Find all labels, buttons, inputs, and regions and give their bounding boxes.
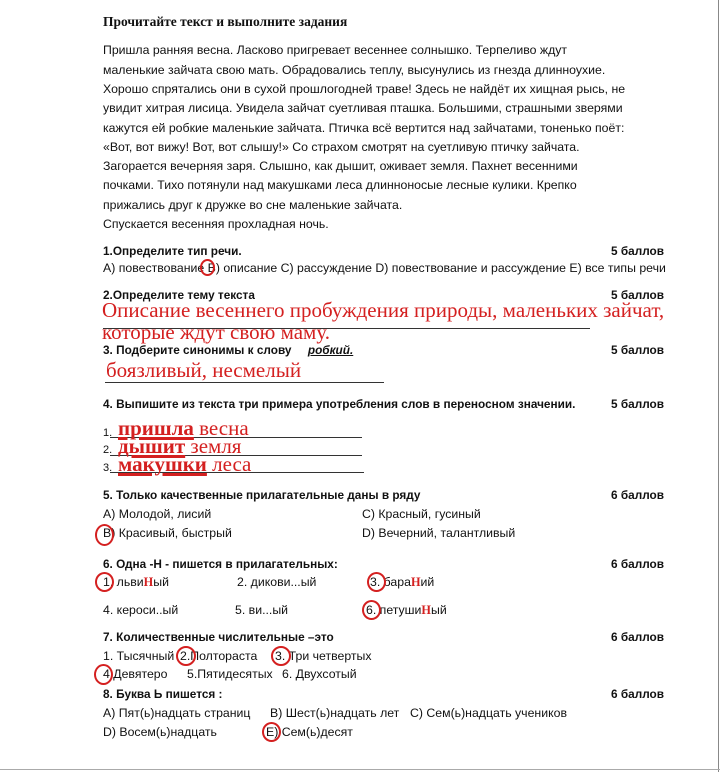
q2-title: 2.Определите тему текста — [103, 288, 255, 302]
q5-option-a: А) Молодой, лисий — [103, 507, 212, 521]
q1-options — [103, 260, 666, 276]
answer-circle — [367, 572, 386, 592]
q4-number: 1. — [103, 427, 113, 439]
q2-answer-line2: которые ждут свою маму. — [102, 320, 330, 344]
answer-circle — [271, 646, 291, 666]
q3-answer: боязливый, несмелый — [106, 358, 302, 382]
passage-line: почками. Тихо потянули над макушками леса длинноносые лесные кулики. Крепко — [103, 178, 577, 192]
answer-line — [105, 382, 384, 383]
q5-option-b: В) Красивый, быстрый — [103, 526, 232, 540]
q7-item-3: 3. Три четвертых — [275, 649, 372, 663]
inserted-letter: Н — [421, 603, 431, 617]
q6-item-text: 3. бара — [370, 575, 411, 589]
q2-answer-line1: Описание весеннего пробуждения природы, маленьких зайчат, — [102, 298, 665, 322]
q4-answer-bold: дышит — [118, 434, 186, 458]
q5-points: 6 баллов — [611, 488, 664, 502]
q8-option-c: С) Сем(ь)надцать учеников — [410, 706, 567, 720]
q8-title: 8. Буква Ь пишется : — [103, 687, 223, 701]
passage-line: Хорошо спрятались они в сухой прошлогодней траве! Здесь не найдёт их хищная рысь, не — [103, 82, 626, 96]
q3-title-text: 3. Подберите синонимы к слову — [103, 343, 292, 357]
q4-answer-rest: земля — [185, 434, 242, 458]
q8-option-b: В) Шест(ь)надцать лет — [270, 706, 400, 720]
q6-item-text: 1. льви — [103, 575, 144, 589]
q1-options-rest: ) описание С) рассуждение D) повествование и рассуждение Е) все типы речи — [215, 261, 666, 275]
q7-item-1: 1. Тысячный — [103, 649, 175, 663]
q7-item-5: 5.Пятидесятых — [187, 667, 273, 681]
q8-option-e: Е) Сем(ь)десят — [266, 725, 353, 739]
q5-title: 5. Только качественные прилагательные даны в ряду — [103, 488, 421, 502]
q6-title: 6. Одна -Н - пишется в прилагательных: — [103, 557, 338, 571]
page-title: Прочитайте текст и выполните задания — [103, 14, 348, 29]
q4-number: 3. — [103, 462, 113, 474]
q6-item-4: 4. кероси..ый — [103, 603, 179, 617]
q5-option-c: С) Красный, гусиный — [362, 507, 481, 521]
q7-points: 6 баллов — [611, 630, 664, 644]
inserted-letter: Н — [410, 575, 421, 589]
q4-points: 5 баллов — [611, 397, 664, 411]
q7-item-6: 6. Двухсотый — [282, 667, 357, 681]
q6-item-5: 5. ви...ый — [235, 603, 289, 617]
answer-circle — [95, 572, 114, 592]
page-edge — [718, 0, 719, 772]
q8-points: 6 баллов — [611, 687, 664, 701]
passage-line: увидит хитрая лисица. Увидела зайчат суетливая пташка. Большими, страшными зверями — [103, 101, 623, 115]
q2-points: 5 баллов — [611, 288, 664, 302]
page-bottom-edge — [0, 769, 720, 770]
q4-number: 2. — [103, 444, 113, 456]
q3-points: 5 баллов — [611, 343, 664, 357]
q4-title: 4. Выпишите из текста три примера употребления слов в переносном значении. — [103, 397, 576, 411]
q3-title — [103, 342, 353, 358]
inserted-letter: Н — [143, 575, 154, 589]
q6-item-text: ый — [153, 575, 169, 589]
passage-line: Загорается вечерняя заря. Слышно, как дышит, оживает земля. Пахнет весенними — [103, 159, 578, 173]
q6-item-text: ий — [420, 575, 435, 589]
q5-option-d: D) Вечерний, талантливый — [362, 526, 516, 540]
q4-answer-3 — [118, 453, 251, 475]
q6-item-text: 6. петуши — [366, 603, 422, 617]
passage-line: кажутся ей робкие маленькие зайчата. Птичка всё вертится над зайчатами, тоненько поёт: — [103, 121, 625, 135]
q3-word: робкий. — [307, 343, 354, 357]
q7-title: 7. Количественные числительные –это — [103, 630, 334, 644]
q4-answer-rest: леса — [206, 452, 252, 476]
q6-item-text: ый — [431, 603, 447, 617]
q1-title: 1.Определите тип речи. — [103, 244, 242, 258]
q1-option-b: В — [207, 261, 216, 275]
passage-line: прижались друг к дружке во сне маленькие зайчата. — [103, 198, 403, 212]
q8-option-d: D) Восем(ь)надцать — [103, 725, 217, 739]
q1-option-a: А) повествование — [103, 261, 205, 275]
q6-points: 6 баллов — [611, 557, 664, 571]
passage-line: Спускается весенняя прохладная ночь. — [103, 217, 329, 231]
answer-circle — [94, 664, 113, 685]
answer-circle — [262, 722, 281, 742]
q7-item-4: 4.Девятеро — [103, 667, 168, 681]
passage-line: маленькие зайчата свою мать. Обрадовались теплу, высунулись из гнезда длинноухие. — [103, 63, 606, 77]
answer-circle — [362, 600, 381, 620]
passage-line: Пришла ранняя весна. Ласково пригревает весеннее солнышко. Терпеливо ждут — [103, 43, 568, 57]
q7-item-2: 2.Полтораста — [180, 649, 258, 663]
q1-points: 5 баллов — [611, 244, 664, 258]
q4-answer-bold: пришла — [118, 416, 194, 440]
q4-answer-rest: весна — [193, 416, 249, 440]
answer-circle — [95, 524, 114, 546]
q8-option-a: А) Пят(ь)надцать страниц — [103, 706, 251, 720]
answer-circle — [200, 259, 215, 276]
q4-answer-bold: макушки — [118, 452, 207, 476]
passage-line: «Вот, вот вижу! Вот, вот слышу!» Со страхом смотрят на суетливую птичку зайчата. — [103, 140, 580, 154]
answer-circle — [176, 646, 196, 666]
q6-item-2: 2. дикови...ый — [237, 575, 317, 589]
